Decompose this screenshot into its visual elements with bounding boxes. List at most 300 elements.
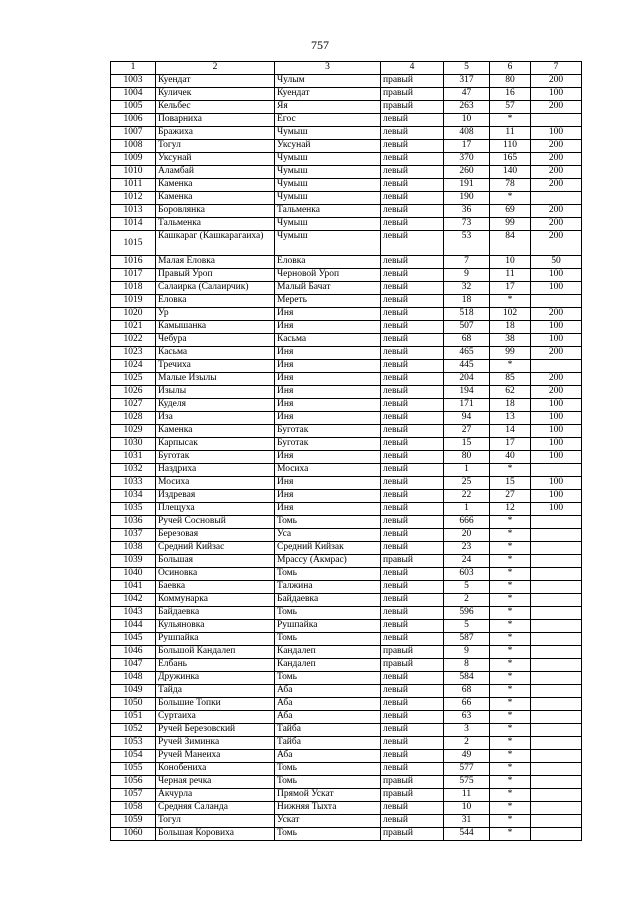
table-cell-col6: * bbox=[490, 659, 531, 672]
table-cell-col1: 1014 bbox=[111, 218, 156, 231]
table-cell-col2: Осиновка bbox=[156, 568, 275, 581]
table-cell-col3: Тайба bbox=[275, 737, 381, 750]
table-cell-col3: Мосиха bbox=[275, 464, 381, 477]
table-cell-col6: 17 bbox=[490, 282, 531, 295]
table-cell-col5: 47 bbox=[444, 88, 490, 101]
table-cell-col3: Чумыш bbox=[275, 179, 381, 192]
table-cell-col6: 85 bbox=[490, 373, 531, 386]
table-cell-col3: Иня bbox=[275, 451, 381, 464]
table-row bbox=[111, 386, 582, 399]
table-cell-col4: левый bbox=[381, 153, 444, 166]
table-cell-col2: Тогул bbox=[156, 140, 275, 153]
table-cell-col5: 18 bbox=[444, 295, 490, 308]
table-row bbox=[111, 620, 582, 633]
table-cell-col4: правый bbox=[381, 646, 444, 659]
column-header-4: 4 bbox=[381, 62, 444, 75]
table-cell-col3: Куендат bbox=[275, 88, 381, 101]
table-cell-col4: левый bbox=[381, 529, 444, 542]
table-cell-col5: 445 bbox=[444, 360, 490, 373]
table-row bbox=[111, 646, 582, 659]
table-cell-col7 bbox=[531, 516, 582, 529]
table-cell-col2: Березовая bbox=[156, 529, 275, 542]
table-cell-col7 bbox=[531, 295, 582, 308]
table-cell-col3: Иня bbox=[275, 477, 381, 490]
table-header-row bbox=[111, 62, 582, 75]
table-cell-col1: 1009 bbox=[111, 153, 156, 166]
table-cell-col7: 100 bbox=[531, 269, 582, 282]
table-cell-col4: левый bbox=[381, 620, 444, 633]
table-cell-col6: * bbox=[490, 581, 531, 594]
table-cell-col6: * bbox=[490, 685, 531, 698]
table-cell-col1: 1012 bbox=[111, 192, 156, 205]
table-row bbox=[111, 451, 582, 464]
table-cell-col1: 1053 bbox=[111, 737, 156, 750]
table-cell-col4: левый bbox=[381, 295, 444, 308]
table-cell-col1: 1040 bbox=[111, 568, 156, 581]
table-cell-col4: левый bbox=[381, 386, 444, 399]
table-cell-col6: 14 bbox=[490, 425, 531, 438]
table-cell-col2: Конобениха bbox=[156, 763, 275, 776]
table-cell-col5: 9 bbox=[444, 269, 490, 282]
table-cell-col4: левый bbox=[381, 815, 444, 828]
table-cell-col6: * bbox=[490, 763, 531, 776]
table-cell-col6: * bbox=[490, 529, 531, 542]
table-cell-col5: 596 bbox=[444, 607, 490, 620]
table-row bbox=[111, 802, 582, 815]
table-cell-col1: 1029 bbox=[111, 425, 156, 438]
table-cell-col3: Байдаевка bbox=[275, 594, 381, 607]
table-cell-col3: Еловка bbox=[275, 256, 381, 269]
table-cell-col7: 50 bbox=[531, 256, 582, 269]
table-cell-col7: 100 bbox=[531, 490, 582, 503]
table-row bbox=[111, 373, 582, 386]
table-cell-col5: 27 bbox=[444, 425, 490, 438]
table-cell-col2: Аламбай bbox=[156, 166, 275, 179]
table-cell-col6: 11 bbox=[490, 269, 531, 282]
table-cell-col7: 100 bbox=[531, 282, 582, 295]
table-cell-col2: Касьма bbox=[156, 347, 275, 360]
table-row bbox=[111, 347, 582, 360]
table-cell-col1: 1022 bbox=[111, 334, 156, 347]
table-cell-col5: 190 bbox=[444, 192, 490, 205]
table-cell-col2: Малые Изылы bbox=[156, 373, 275, 386]
table-cell-col2: Рушпайка bbox=[156, 633, 275, 646]
table-cell-col7 bbox=[531, 685, 582, 698]
table-cell-col1: 1047 bbox=[111, 659, 156, 672]
table-cell-col2: Кашкараг (Кашкарагаиха) bbox=[156, 231, 275, 256]
table-cell-col6: * bbox=[490, 672, 531, 685]
table-cell-col3: Томь bbox=[275, 776, 381, 789]
table-cell-col2: Большой Кандалеп bbox=[156, 646, 275, 659]
table-cell-col2: Дружинка bbox=[156, 672, 275, 685]
table-cell-col4: левый bbox=[381, 763, 444, 776]
column-header-5: 5 bbox=[444, 62, 490, 75]
table-cell-col1: 1049 bbox=[111, 685, 156, 698]
table-row bbox=[111, 789, 582, 802]
table-cell-col5: 584 bbox=[444, 672, 490, 685]
table-cell-col7: 200 bbox=[531, 373, 582, 386]
table-cell-col3: Чулым bbox=[275, 75, 381, 88]
table-cell-col7 bbox=[531, 581, 582, 594]
table-row bbox=[111, 737, 582, 750]
table-cell-col5: 11 bbox=[444, 789, 490, 802]
table-cell-col6: 27 bbox=[490, 490, 531, 503]
table-cell-col1: 1046 bbox=[111, 646, 156, 659]
table-cell-col4: левый bbox=[381, 438, 444, 451]
table-cell-col6: 84 bbox=[490, 231, 531, 256]
table-cell-col6: * bbox=[490, 555, 531, 568]
table-cell-col2: Малая Еловка bbox=[156, 256, 275, 269]
table-cell-col5: 3 bbox=[444, 724, 490, 737]
table-cell-col1: 1057 bbox=[111, 789, 156, 802]
table-cell-col5: 370 bbox=[444, 153, 490, 166]
table-row bbox=[111, 321, 582, 334]
table-row bbox=[111, 218, 582, 231]
table-cell-col2: Баевка bbox=[156, 581, 275, 594]
table-cell-col3: Тальменка bbox=[275, 205, 381, 218]
table-cell-col6: * bbox=[490, 789, 531, 802]
table-cell-col6: * bbox=[490, 607, 531, 620]
table-cell-col1: 1030 bbox=[111, 438, 156, 451]
table-cell-col3: Томь bbox=[275, 568, 381, 581]
table-cell-col2: Суртаиха bbox=[156, 711, 275, 724]
table-cell-col6: * bbox=[490, 828, 531, 841]
table-cell-col6: * bbox=[490, 815, 531, 828]
table-cell-col3: Чумыш bbox=[275, 218, 381, 231]
table-cell-col3: Нижняя Тыхта bbox=[275, 802, 381, 815]
table-row bbox=[111, 828, 582, 841]
table-cell-col6: * bbox=[490, 360, 531, 373]
table-row bbox=[111, 114, 582, 127]
table-cell-col3: Буготак bbox=[275, 425, 381, 438]
table-cell-col5: 36 bbox=[444, 205, 490, 218]
table-cell-col5: 9 bbox=[444, 646, 490, 659]
table-cell-col2: Каменка bbox=[156, 192, 275, 205]
table-cell-col1: 1019 bbox=[111, 295, 156, 308]
table-cell-col6: * bbox=[490, 464, 531, 477]
table-cell-col6: * bbox=[490, 542, 531, 555]
table-cell-col4: левый bbox=[381, 334, 444, 347]
table-cell-col6: 78 bbox=[490, 179, 531, 192]
table-row bbox=[111, 568, 582, 581]
table-cell-col7: 100 bbox=[531, 88, 582, 101]
table-cell-col4: левый bbox=[381, 737, 444, 750]
table-cell-col5: 171 bbox=[444, 399, 490, 412]
table-cell-col1: 1060 bbox=[111, 828, 156, 841]
table-cell-col2: Поварниха bbox=[156, 114, 275, 127]
table-cell-col7 bbox=[531, 646, 582, 659]
table-cell-col4: левый bbox=[381, 140, 444, 153]
table-cell-col7: 100 bbox=[531, 334, 582, 347]
table-cell-col7 bbox=[531, 789, 582, 802]
table-cell-col2: Чебура bbox=[156, 334, 275, 347]
table-cell-col7: 100 bbox=[531, 425, 582, 438]
table-cell-col6: * bbox=[490, 295, 531, 308]
table-cell-col5: 1 bbox=[444, 503, 490, 516]
table-cell-col2: Правый Уроп bbox=[156, 269, 275, 282]
table-cell-col5: 66 bbox=[444, 698, 490, 711]
table-cell-col4: правый bbox=[381, 75, 444, 88]
table-cell-col5: 1 bbox=[444, 464, 490, 477]
table-cell-col1: 1011 bbox=[111, 179, 156, 192]
table-cell-col6: 13 bbox=[490, 412, 531, 425]
table-cell-col2: Уксунай bbox=[156, 153, 275, 166]
table-cell-col2: Ручей Зиминка bbox=[156, 737, 275, 750]
table-cell-col3: Черновой Уроп bbox=[275, 269, 381, 282]
table-cell-col3: Касьма bbox=[275, 334, 381, 347]
table-cell-col6: 16 bbox=[490, 88, 531, 101]
table-cell-col1: 1028 bbox=[111, 412, 156, 425]
table-cell-col7 bbox=[531, 672, 582, 685]
table-row bbox=[111, 140, 582, 153]
table-row bbox=[111, 685, 582, 698]
table-cell-col6: * bbox=[490, 711, 531, 724]
table-cell-col2: Каменка bbox=[156, 179, 275, 192]
table-cell-col7: 100 bbox=[531, 451, 582, 464]
table-cell-col5: 2 bbox=[444, 594, 490, 607]
table-cell-col5: 507 bbox=[444, 321, 490, 334]
table-cell-col6: * bbox=[490, 802, 531, 815]
table-cell-col3: Томь bbox=[275, 516, 381, 529]
table-row bbox=[111, 269, 582, 282]
table-cell-col4: левый bbox=[381, 581, 444, 594]
table-cell-col6: 17 bbox=[490, 438, 531, 451]
table-cell-col1: 1015 bbox=[111, 231, 156, 256]
table-cell-col1: 1020 bbox=[111, 308, 156, 321]
table-cell-col3: Томь bbox=[275, 633, 381, 646]
table-cell-col2: Ручей Березовский bbox=[156, 724, 275, 737]
table-cell-col4: левый bbox=[381, 399, 444, 412]
table-cell-col7 bbox=[531, 711, 582, 724]
table-cell-col5: 32 bbox=[444, 282, 490, 295]
table-row bbox=[111, 490, 582, 503]
table-cell-col5: 63 bbox=[444, 711, 490, 724]
table-cell-col5: 7 bbox=[444, 256, 490, 269]
table-row bbox=[111, 334, 582, 347]
table-cell-col7 bbox=[531, 698, 582, 711]
table-cell-col4: левый bbox=[381, 114, 444, 127]
column-header-1: 1 bbox=[111, 62, 156, 75]
table-cell-col4: правый bbox=[381, 555, 444, 568]
table-cell-col4: левый bbox=[381, 750, 444, 763]
table-row bbox=[111, 88, 582, 101]
table-cell-col3: Иня bbox=[275, 490, 381, 503]
table-cell-col2: Средний Кийзас bbox=[156, 542, 275, 555]
table-cell-col1: 1032 bbox=[111, 464, 156, 477]
table-row bbox=[111, 127, 582, 140]
table-cell-col4: левый bbox=[381, 477, 444, 490]
table-cell-col6: 40 bbox=[490, 451, 531, 464]
table-row bbox=[111, 295, 582, 308]
table-cell-col6: 57 bbox=[490, 101, 531, 114]
table-row bbox=[111, 776, 582, 789]
table-cell-col5: 94 bbox=[444, 412, 490, 425]
table-cell-col5: 575 bbox=[444, 776, 490, 789]
table-cell-col1: 1054 bbox=[111, 750, 156, 763]
table-cell-col1: 1016 bbox=[111, 256, 156, 269]
table-cell-col4: левый bbox=[381, 412, 444, 425]
table-cell-col2: Кульяновка bbox=[156, 620, 275, 633]
table-cell-col7 bbox=[531, 724, 582, 737]
table-cell-col6: 62 bbox=[490, 386, 531, 399]
table-row bbox=[111, 464, 582, 477]
table-cell-col5: 317 bbox=[444, 75, 490, 88]
table-cell-col1: 1026 bbox=[111, 386, 156, 399]
table-row bbox=[111, 516, 582, 529]
table-cell-col1: 1041 bbox=[111, 581, 156, 594]
table-cell-col2: Буготак bbox=[156, 451, 275, 464]
table-cell-col2: Плещуха bbox=[156, 503, 275, 516]
table-cell-col4: левый bbox=[381, 503, 444, 516]
table-row bbox=[111, 308, 582, 321]
table-cell-col4: левый bbox=[381, 425, 444, 438]
table-cell-col1: 1017 bbox=[111, 269, 156, 282]
table-cell-col6: 15 bbox=[490, 477, 531, 490]
table-cell-col2: Карпысак bbox=[156, 438, 275, 451]
table-cell-col4: левый bbox=[381, 231, 444, 256]
table-cell-col7 bbox=[531, 607, 582, 620]
table-cell-col3: Иня bbox=[275, 399, 381, 412]
table-cell-col1: 1033 bbox=[111, 477, 156, 490]
table-cell-col7: 200 bbox=[531, 101, 582, 114]
table-cell-col6: 102 bbox=[490, 308, 531, 321]
table-cell-col2: Куделя bbox=[156, 399, 275, 412]
table-cell-col6: * bbox=[490, 724, 531, 737]
table-cell-col2: Мосиха bbox=[156, 477, 275, 490]
table-cell-col2: Еловка bbox=[156, 295, 275, 308]
table-cell-col4: правый bbox=[381, 659, 444, 672]
table-cell-col7: 200 bbox=[531, 386, 582, 399]
table-cell-col3: Чумыш bbox=[275, 192, 381, 205]
table-cell-col3: Аба bbox=[275, 685, 381, 698]
table-row bbox=[111, 724, 582, 737]
table-cell-col6: 140 bbox=[490, 166, 531, 179]
table-cell-col5: 194 bbox=[444, 386, 490, 399]
table-cell-col2: Байдаевка bbox=[156, 607, 275, 620]
table-cell-col4: левый bbox=[381, 633, 444, 646]
table-cell-col7 bbox=[531, 594, 582, 607]
table-cell-col6: 12 bbox=[490, 503, 531, 516]
table-cell-col5: 80 bbox=[444, 451, 490, 464]
table-cell-col6: 38 bbox=[490, 334, 531, 347]
table-cell-col2: Тайда bbox=[156, 685, 275, 698]
table-cell-col3: Томь bbox=[275, 763, 381, 776]
table-cell-col5: 20 bbox=[444, 529, 490, 542]
table-cell-col5: 260 bbox=[444, 166, 490, 179]
table-cell-col7 bbox=[531, 815, 582, 828]
table-cell-col7: 100 bbox=[531, 477, 582, 490]
table-cell-col1: 1024 bbox=[111, 360, 156, 373]
table-cell-col3: Иня bbox=[275, 360, 381, 373]
table-cell-col1: 1023 bbox=[111, 347, 156, 360]
table-cell-col4: левый bbox=[381, 127, 444, 140]
table-cell-col4: левый bbox=[381, 218, 444, 231]
table-cell-col1: 1010 bbox=[111, 166, 156, 179]
table-cell-col7: 100 bbox=[531, 127, 582, 140]
table-cell-col3: Аба bbox=[275, 698, 381, 711]
table-cell-col4: правый bbox=[381, 789, 444, 802]
table-cell-col1: 1045 bbox=[111, 633, 156, 646]
table-cell-col7: 100 bbox=[531, 438, 582, 451]
table-cell-col4: левый bbox=[381, 672, 444, 685]
table-cell-col1: 1008 bbox=[111, 140, 156, 153]
table-cell-col7: 100 bbox=[531, 412, 582, 425]
table-cell-col5: 5 bbox=[444, 620, 490, 633]
table-cell-col2: Черная речка bbox=[156, 776, 275, 789]
table-cell-col6: 11 bbox=[490, 127, 531, 140]
table-cell-col3: Томь bbox=[275, 607, 381, 620]
table-cell-col1: 1034 bbox=[111, 490, 156, 503]
table-cell-col3: Иня bbox=[275, 321, 381, 334]
table-cell-col7 bbox=[531, 828, 582, 841]
table-cell-col4: левый bbox=[381, 698, 444, 711]
table-cell-col6: 80 bbox=[490, 75, 531, 88]
table-cell-col5: 263 bbox=[444, 101, 490, 114]
table-cell-col2: Камышанка bbox=[156, 321, 275, 334]
table-cell-col4: левый bbox=[381, 179, 444, 192]
table-cell-col5: 17 bbox=[444, 140, 490, 153]
table-cell-col5: 408 bbox=[444, 127, 490, 140]
table-cell-col4: правый bbox=[381, 88, 444, 101]
table-cell-col2: Боровлянка bbox=[156, 205, 275, 218]
table-cell-col6: 69 bbox=[490, 205, 531, 218]
table-row bbox=[111, 412, 582, 425]
table-cell-col7: 100 bbox=[531, 321, 582, 334]
table-cell-col3: Уксунай bbox=[275, 140, 381, 153]
table-cell-col2: Акчурла bbox=[156, 789, 275, 802]
table-cell-col5: 5 bbox=[444, 581, 490, 594]
table-cell-col7 bbox=[531, 737, 582, 750]
table-cell-col5: 544 bbox=[444, 828, 490, 841]
table-cell-col7: 200 bbox=[531, 347, 582, 360]
table-cell-col5: 8 bbox=[444, 659, 490, 672]
table-cell-col3: Чумыш bbox=[275, 127, 381, 140]
table-cell-col5: 25 bbox=[444, 477, 490, 490]
table-cell-col4: левый bbox=[381, 464, 444, 477]
table-cell-col4: левый bbox=[381, 256, 444, 269]
table-cell-col4: левый bbox=[381, 373, 444, 386]
table-cell-col4: левый bbox=[381, 594, 444, 607]
table-row bbox=[111, 555, 582, 568]
table-cell-col7: 200 bbox=[531, 140, 582, 153]
table-cell-col2: Изылы bbox=[156, 386, 275, 399]
table-row bbox=[111, 282, 582, 295]
table-cell-col1: 1050 bbox=[111, 698, 156, 711]
table-cell-col1: 1005 bbox=[111, 101, 156, 114]
table-row bbox=[111, 750, 582, 763]
table-row bbox=[111, 711, 582, 724]
table-cell-col3: Ускат bbox=[275, 815, 381, 828]
table-cell-col2: Тальменка bbox=[156, 218, 275, 231]
table-cell-col2: Салаирка (Салаирчик) bbox=[156, 282, 275, 295]
table-cell-col1: 1004 bbox=[111, 88, 156, 101]
table-cell-col3: Иня bbox=[275, 373, 381, 386]
table-cell-col6: * bbox=[490, 776, 531, 789]
table-cell-col1: 1007 bbox=[111, 127, 156, 140]
table-cell-col1: 1037 bbox=[111, 529, 156, 542]
table-cell-col3: Аба bbox=[275, 711, 381, 724]
table-cell-col2: Большие Топки bbox=[156, 698, 275, 711]
table-row bbox=[111, 192, 582, 205]
table-cell-col5: 68 bbox=[444, 334, 490, 347]
table-cell-col4: правый bbox=[381, 101, 444, 114]
table-row bbox=[111, 153, 582, 166]
table-row bbox=[111, 179, 582, 192]
table-cell-col7: 100 bbox=[531, 399, 582, 412]
table-cell-col2: Большая bbox=[156, 555, 275, 568]
table-row bbox=[111, 256, 582, 269]
table-cell-col5: 204 bbox=[444, 373, 490, 386]
